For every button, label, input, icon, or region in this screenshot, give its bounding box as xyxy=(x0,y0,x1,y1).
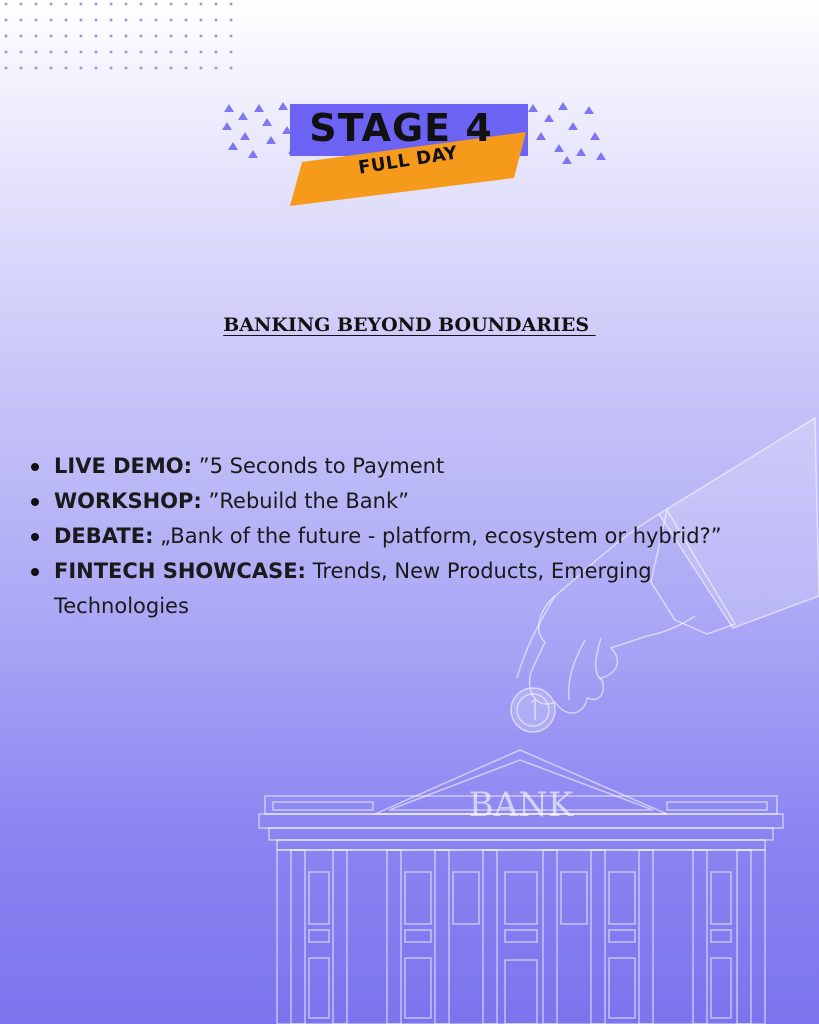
list-item xyxy=(30,519,780,554)
decoration-dot xyxy=(170,3,173,6)
decoration-dot xyxy=(185,19,188,22)
decoration-dot xyxy=(35,35,38,38)
item-text: Trends, New Products, Emerging Technologies xyxy=(54,559,652,618)
decoration-dot xyxy=(65,3,68,6)
decoration-dot xyxy=(80,3,83,6)
decoration-dot xyxy=(230,51,233,54)
decoration-dot xyxy=(65,67,68,70)
item-text: ”5 Seconds to Payment xyxy=(198,454,445,478)
decoration-dot xyxy=(215,51,218,54)
decoration-dot xyxy=(140,35,143,38)
decoration-dot xyxy=(230,3,233,6)
decoration-dot xyxy=(80,51,83,54)
agenda-list xyxy=(30,449,780,624)
decoration-dot xyxy=(95,19,98,22)
decoration-dot xyxy=(215,67,218,70)
decoration-dot xyxy=(230,67,233,70)
item-label: WORKSHOP: xyxy=(54,489,202,513)
item-label: DEBATE: xyxy=(54,524,154,548)
decoration-dot xyxy=(20,51,23,54)
decoration-dot xyxy=(80,35,83,38)
decoration-dot xyxy=(215,35,218,38)
decoration-dot xyxy=(185,51,188,54)
decoration-dot xyxy=(110,19,113,22)
decoration-dot xyxy=(155,35,158,38)
decoration-dot xyxy=(50,67,53,70)
decoration-dot xyxy=(65,51,68,54)
decoration-dot xyxy=(185,35,188,38)
triangle-pattern-right xyxy=(518,102,606,164)
decoration-dot xyxy=(185,3,188,6)
item-label: LIVE DEMO: xyxy=(54,454,193,478)
decoration-dot xyxy=(170,19,173,22)
decoration-dot xyxy=(200,51,203,54)
decoration-dot xyxy=(110,51,113,54)
decoration-dot xyxy=(5,3,8,6)
decoration-dot xyxy=(140,51,143,54)
decoration-dot xyxy=(125,35,128,38)
decoration-dot xyxy=(125,51,128,54)
decoration-dot xyxy=(5,19,8,22)
decoration-dot xyxy=(95,3,98,6)
decoration-dot xyxy=(140,67,143,70)
decoration-dot xyxy=(20,35,23,38)
decoration-dot xyxy=(65,19,68,22)
decoration-dot xyxy=(155,19,158,22)
list-item xyxy=(30,449,780,484)
decoration-dot xyxy=(35,51,38,54)
decoration-dot xyxy=(95,67,98,70)
decoration-dot xyxy=(35,3,38,6)
decoration-dot xyxy=(35,19,38,22)
decoration-dot xyxy=(5,35,8,38)
item-text: „Bank of the future - platform, ecosystem or hybrid?” xyxy=(160,524,722,548)
decoration-dot xyxy=(35,67,38,70)
bank-building-icon xyxy=(259,750,783,1024)
decoration-dot xyxy=(80,19,83,22)
decoration-dot xyxy=(170,51,173,54)
decoration-dot xyxy=(170,67,173,70)
decoration-dot xyxy=(200,35,203,38)
decoration-dot xyxy=(125,3,128,6)
decoration-dot xyxy=(125,19,128,22)
decoration-dot xyxy=(80,67,83,70)
decoration-dot xyxy=(50,19,53,22)
decoration-dot xyxy=(200,19,203,22)
decoration-dot xyxy=(50,51,53,54)
list-item xyxy=(30,554,780,624)
section-heading-text: BANKING BEYOND BOUNDARIES xyxy=(223,314,596,336)
item-label: FINTECH SHOWCASE: xyxy=(54,559,306,583)
triangle-pattern-left xyxy=(222,102,298,158)
decoration-dot xyxy=(140,3,143,6)
decoration-dot xyxy=(20,3,23,6)
decoration-dot xyxy=(215,19,218,22)
decoration-dot xyxy=(125,67,128,70)
item-text: ”Rebuild the Bank” xyxy=(208,489,410,513)
decoration-dot xyxy=(50,35,53,38)
decoration-dot xyxy=(110,35,113,38)
decoration-dot xyxy=(170,35,173,38)
dot-pattern-decoration xyxy=(0,0,240,76)
decoration-dot xyxy=(200,3,203,6)
decoration-dot xyxy=(95,51,98,54)
decoration-dot xyxy=(65,35,68,38)
stage-title: STAGE 4 xyxy=(309,106,493,150)
decoration-dot xyxy=(20,19,23,22)
list-item xyxy=(30,484,780,519)
decoration-dot xyxy=(5,67,8,70)
stage-subtitle: FULL DAY xyxy=(356,142,460,179)
decoration-dot xyxy=(50,3,53,6)
decoration-dot xyxy=(200,67,203,70)
section-heading xyxy=(0,314,819,336)
decoration-dot xyxy=(215,3,218,6)
decoration-dot xyxy=(140,19,143,22)
decoration-dot xyxy=(155,3,158,6)
decoration-dot xyxy=(20,67,23,70)
decoration-dot xyxy=(155,67,158,70)
decoration-dot xyxy=(5,51,8,54)
decoration-dot xyxy=(230,19,233,22)
decoration-dot xyxy=(230,35,233,38)
bank-sign: BANK xyxy=(468,785,574,825)
decoration-dot xyxy=(95,35,98,38)
decoration-dot xyxy=(110,3,113,6)
decoration-dot xyxy=(110,67,113,70)
decoration-dot xyxy=(185,67,188,70)
decoration-dot xyxy=(155,51,158,54)
